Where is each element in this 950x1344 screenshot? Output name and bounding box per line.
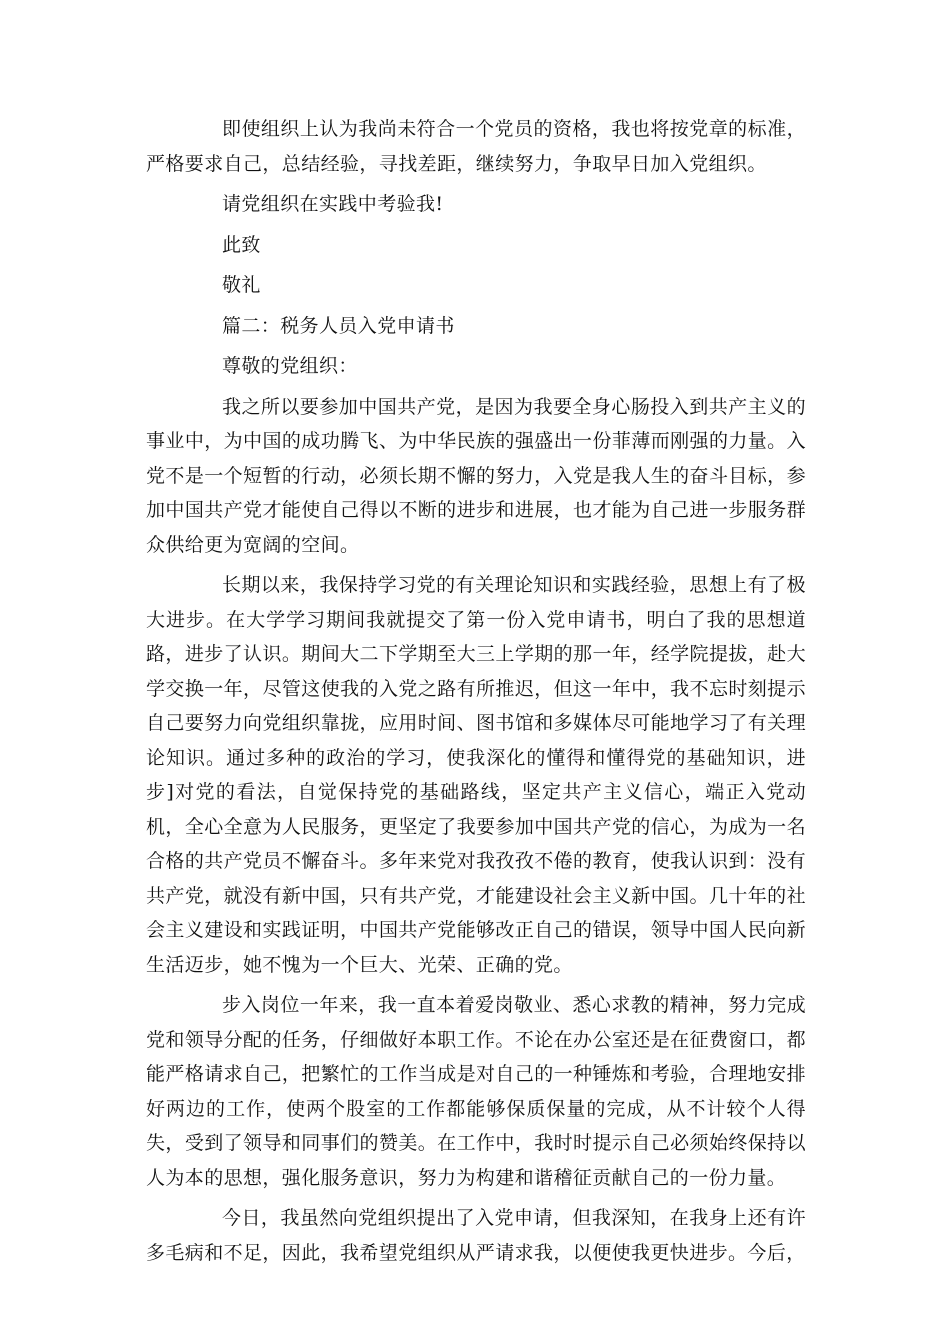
paragraph-8: 长期以来，我保持学习党的有关理论知识和实践经验，思想上有了极大进步。在大学学习期间我就提交了第一份入党申请书，明白了我的思想道路，进步了认识。期间大二下学期至大三上学期的那一年，经学院提拔，赴大学交换一年，尽管这使我的入党之路有所推迟，但这一年中，我不忘时刻提示自己要努力向党组织靠拢，应用时间、图书馆和多媒体尽可能地学习了有关理论知识。通过多种的政治的学习，使我深化的懂得和懂得党的基础知识，进步]对党的看法，自觉保持党的基础路线，坚定共产主义信心，端正入党动机，全心全意为人民服务，更坚定了我要参加中国共产党的信心，为成为一名合格的共产党员不懈奋斗。多年来党对我孜孜不倦的教育，使我认识到：没有共产党，就没有新中国，只有共产党，才能建设社会主义新中国。几十年的社会主义建设和实践证明，中国共产党能够改正自己的错误，领导中国人民向新生活迈步，她不愧为一个巨大、光荣、正确的党。 — [146, 574, 806, 976]
paragraph-2: 请党组织在实践中考验我! — [222, 193, 444, 215]
paragraph-7: 我之所以要参加中国共产党，是因为我要全身心肠投入到共产主义的事业中，为中国的成功腾飞、为中华民族的强盛出一份菲薄而刚强的力量。入党不是一个短暂的行动，必须长期不懈的努力，入党是我人生的奋斗目标，参加中国共产党才能使自己得以不断的进步和进展，也才能为自己进一步服务群众供给更为宽阔的空间。 — [146, 395, 806, 556]
salutation-jing-li: 敬礼 — [222, 274, 261, 296]
document-body — [146, 112, 806, 1276]
greeting: 尊敬的党组织： — [222, 355, 358, 377]
paragraph-1: 即使组织上认为我尚未符合一个党员的资格，我也将按党章的标准，严格要求自己，总结经验，寻找差距，继续努力，争取早日加入党组织。 — [146, 118, 806, 175]
section-heading: 篇二：税务人员入党申请书 — [222, 314, 455, 337]
paragraph-10: 今日，我虽然向党组织提出了入党申请，但我深知，在我身上还有许多毛病和不足，因此，我希望党组织从严请求我，以便使我更快进步。今后， — [146, 1207, 806, 1264]
paragraph-9: 步入岗位一年来，我一直本着爱岗敬业、悉心求教的精神，努力完成党和领导分配的任务，仔细做好本职工作。不论在办公室还是在征费窗口，都能严格请求自己，把繁忙的工作当成是对自己的一种锤炼和考验，合理地安排好两边的工作，使两个股室的工作都能够保质保量的完成，从不计较个人得失，受到了领导和同事们的赞美。在工作中，我时时提示自己必须始终保持以人为本的思想，强化服务意识，努力为构建和谐稽征贡献自己的一份力量。 — [146, 994, 806, 1189]
salutation-ci-zhi: 此致 — [222, 233, 261, 256]
